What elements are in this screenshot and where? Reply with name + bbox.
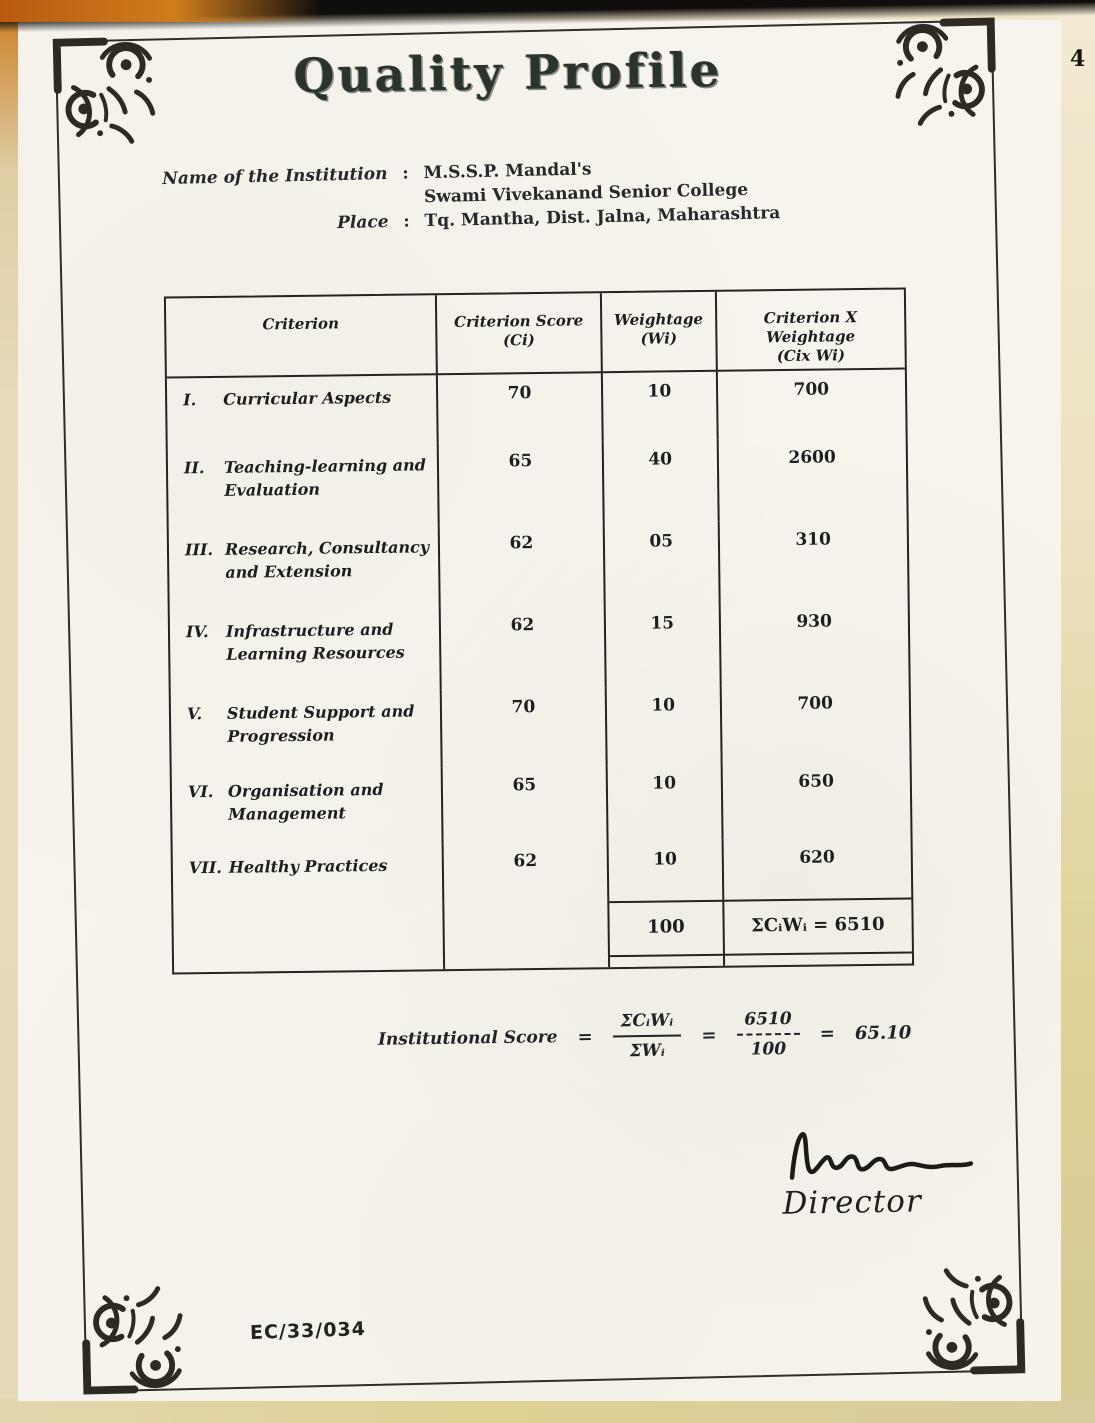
row-weightage: 15 [606,604,721,687]
corner-ornament-icon [907,1257,1028,1378]
column-header-criterion-score: Criterion Score (Ci) [437,293,603,375]
separator: : [402,163,409,184]
signature-icon [781,1124,982,1189]
row-weightage: 05 [605,522,720,605]
row-numeral: VI. [187,781,214,802]
row-criterion-name: Organisation and Management [227,779,384,824]
row-weighted: 700 [793,379,830,400]
corner-ornament-icon [878,15,999,136]
separator: : [403,211,410,232]
table-row-criterion [171,689,443,770]
row-numeral: I. [183,390,197,410]
formula-fraction-symbols [612,1009,682,1062]
row-score: 62 [440,523,606,607]
total-weightage: 100 [609,900,724,957]
row-numeral: VII. [188,857,222,878]
column-header-criterion: Criterion [166,295,438,378]
institutional-score-formula [378,1006,912,1065]
row-weighted: 700 [797,693,834,714]
row-weighted: 2600 [788,447,836,468]
equals-sign: = [577,1026,593,1048]
row-criterion-name: Teaching-learning and Evaluation [223,455,426,500]
place-value: Tq. Mantha, Dist. Jalna, Maharashtra [424,203,781,232]
table-row-criterion [170,607,442,692]
institution-name-line1: M.S.S.P. Mandal's [423,159,592,184]
institutional-score-value: 65.10 [854,1021,912,1044]
row-score: 65 [443,765,609,843]
equals-sign: = [701,1024,717,1046]
column-header-weightage: Weightage (Wi) [602,292,717,373]
row-criterion-name: Student Support and Progression [226,701,415,746]
table-row-criterion [167,375,439,446]
formula-fraction-values [736,1008,800,1061]
scan-edge-right [1057,0,1095,1423]
row-weightage: 10 [607,686,722,765]
fraction-denominator: ΣWᵢ [629,1040,665,1062]
signatory-role: Director [782,1183,923,1222]
row-score: 62 [441,605,607,689]
formula-label: Institutional Score [377,1027,558,1050]
institution-name-label: Name of the Institution [162,164,388,190]
fraction-denominator: 100 [750,1039,787,1060]
total-weighted-sum: ΣCᵢWᵢ = 6510 [724,897,912,955]
corner-ornament-icon [51,34,172,155]
equals-sign: = [819,1022,836,1045]
corner-ornament-icon [79,1276,200,1397]
row-numeral: II. [183,458,205,478]
row-weighted: 310 [795,529,832,550]
fraction-numerator: ΣCᵢWᵢ [612,1009,681,1037]
institution-name-line2: Swami Vivekanand Senior College [423,179,749,208]
handwritten-page-mark: 4 [1070,46,1086,72]
table-row-criterion [173,843,445,906]
scan-edge-bottom [0,1399,1095,1423]
signature-block [781,1124,983,1221]
row-weightage: 10 [609,840,724,901]
row-criterion-name: Curricular Aspects [223,387,392,409]
row-weightage: 10 [608,764,723,841]
row-weighted: 650 [798,771,834,792]
quality-profile-table [164,287,914,974]
row-numeral: III. [184,539,214,560]
fraction-numerator: 6510 [736,1008,800,1036]
row-weighted: 930 [796,611,833,632]
row-weightage: 40 [604,440,719,523]
paper [18,20,1086,1401]
row-score: 70 [438,373,604,443]
row-numeral: IV. [185,622,209,642]
column-header-criterion-x-weightage: Criterion X Weightage (Cix Wi) [716,290,904,372]
row-criterion-name: Healthy Practices [228,855,388,877]
row-score: 62 [443,841,609,903]
row-criterion-name: Infrastructure and Learning Resources [225,619,405,664]
scan-edge-orange [0,0,320,22]
row-numeral: V. [186,704,203,724]
page-title: Quality Profile [293,43,723,104]
table-row-criterion [168,443,440,528]
table-row-criterion [172,767,444,846]
place-label: Place [336,211,389,234]
row-criterion-name: Research, Consultancy and Extension [224,537,430,582]
institution-block [155,153,796,240]
row-weightage: 10 [603,372,718,441]
reference-number: EC/33/034 [249,1317,367,1345]
scan-edge-left [0,0,20,1423]
row-weighted: 620 [799,847,835,868]
row-score: 65 [439,441,605,525]
row-score: 70 [442,687,608,767]
table-row-criterion [169,525,441,610]
